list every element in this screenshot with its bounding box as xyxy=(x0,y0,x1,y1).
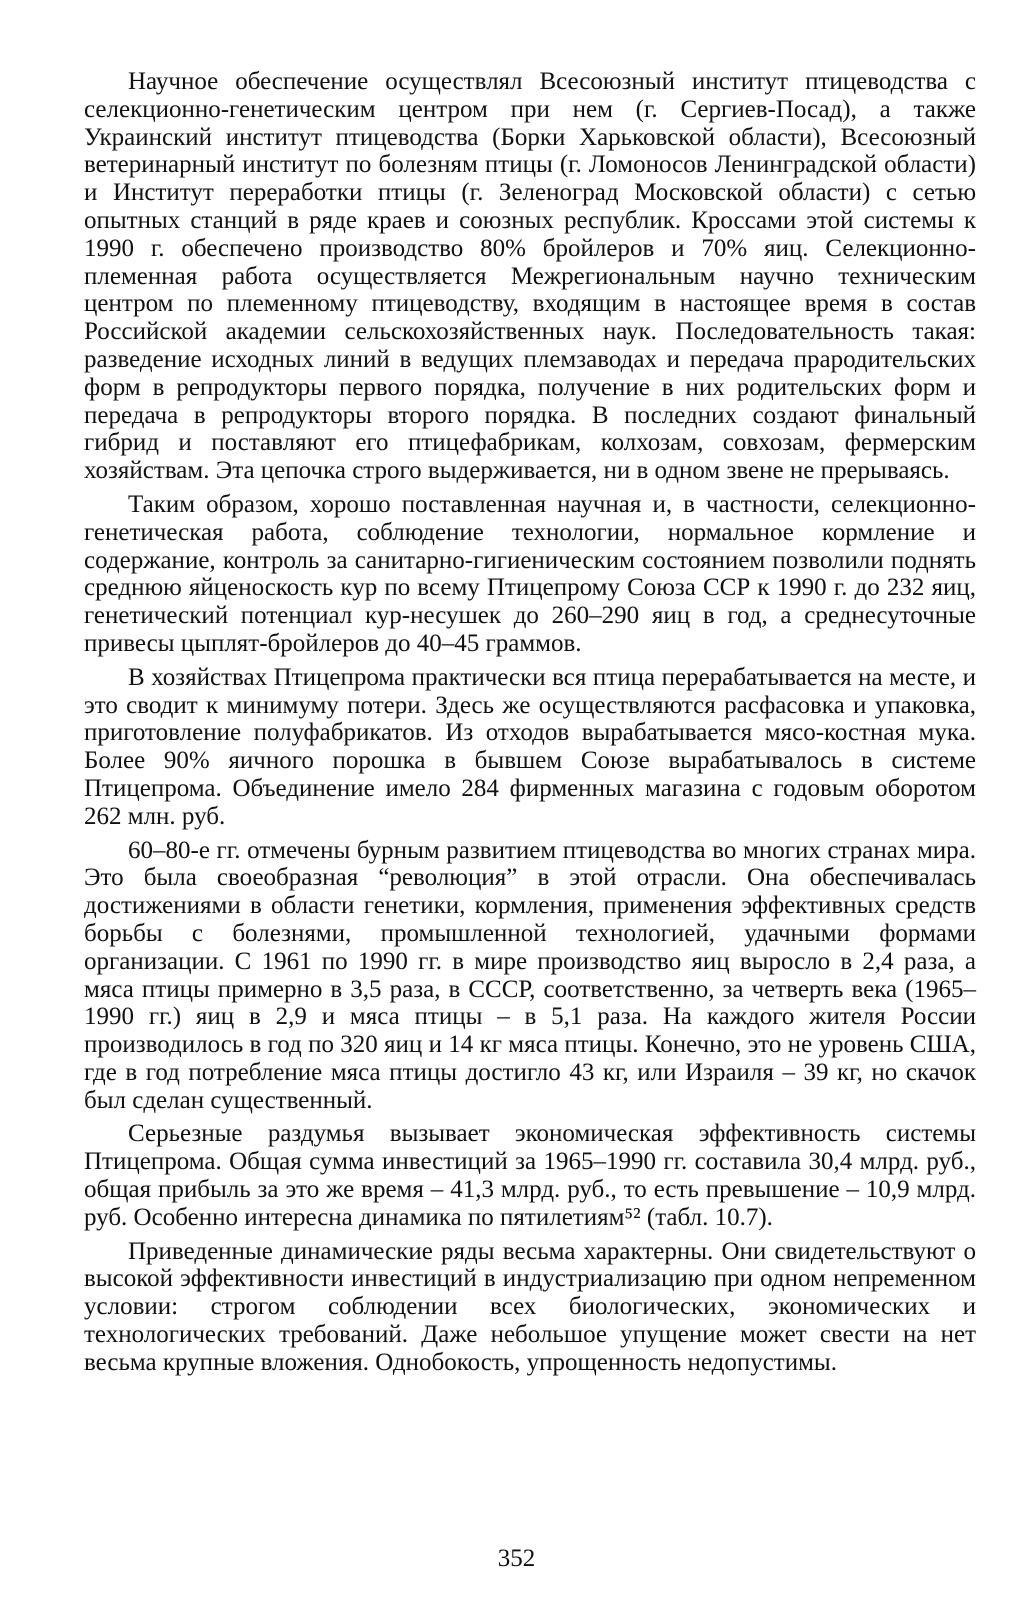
paragraph: Таким образом, хорошо поставленная научная и, в частности, селекционно-генетическая работа, соблюдение технологии, нормальное кормление и содержание, контроль за санитарно-гигиеническим состоянием позволили поднять среднюю яйценоскость кур по всему Птицепрому Союза ССР к 1990 г. до 232 яиц, генетический потенциал кур-несушек до 260–290 яиц в год, а среднесуточные привесы цыплят-бройлеров до 40–45 граммов. xyxy=(84,490,976,657)
paragraph: 60–80-е гг. отмечены бурным развитием птицеводства во многих странах мира. Это была своеобразная “революция” в этой отрасли. Она обеспечивалась достижениями в области генетики, кормления, применения эффективных средств борьбы с болезнями, промышленной технологией, удачными формами организации. С 1961 по 1990 гг. в мире производство яиц выросло в 2,4 раза, а мяса птицы примерно в 3,5 раза, в СССР, соответственно, за четверть века (1965–1990 гг.) яиц в 2,9 и мяса птицы – в 5,1 раза. На каждого жителя России производилось в год по 320 яиц и 14 кг мяса птицы. Конечно, это не уровень США, где в год потребление мяса птицы достигло 43 кг, или Израиля – 39 кг, но скачок был сделан существенный. xyxy=(84,836,976,1114)
page-number: 352 xyxy=(497,1545,536,1572)
paragraph: В хозяйствах Птицепрома практически вся птица перерабатывается на месте, и это сводит к минимуму потери. Здесь же осуществляются расфасовка и упаковка, приготовление полуфабрикатов. Из отходов вырабатывается мясо-костная мука. Более 90% яичного порошка в бывшем Союзе вырабатывалось в системе Птицепрома. Объединение имело 284 фирменных магазина с годовым оборотом 262 млн. руб. xyxy=(84,663,976,830)
paragraph: Серьезные раздумья вызывает экономическая эффективность системы Птицепрома. Общая сумма инвестиций за 1965–1990 гг. составила 30,4 млрд. руб., общая прибыль за это же время – 41,3 млрд. руб., то есть превышение – 10,9 млрд. руб. Особенно интересна динамика по пятилетиям⁵² (табл. 10.7). xyxy=(84,1120,976,1231)
page-body xyxy=(84,68,976,1383)
paragraph: Научное обеспечение осуществлял Всесоюзный институт птицеводства с селекционно-генетическим центром при нем (г. Сергиев-Посад), а также Украинский институт птицеводства (Борки Харьковской области), Всесоюзный ветеринарный институт по болезням птицы (г. Ломоносов Ленинградской области) и Институт переработки птицы (г. Зеленоград Московской области) с сетью опытных станций в ряде краев и союзных республик. Кроссами этой системы к 1990 г. обеспечено производство 80% бройлеров и 70% яиц. Селекционно-племенная работа осуществляется Межрегиональным научно техническим центром по племенному птицеводству, входящим в настоящее время в состав Российской академии сельскохозяйственных наук. Последовательность такая: разведение исходных линий в ведущих племзаводах и передача прародительских форм в репродукторы первого порядка, получение в них родительских форм и передача в репродукторы второго порядка. В последних создают финальный гибрид и поставляют его птицефабрикам, колхозам, совхозам, фермерским хозяйствам. Эта цепочка строго выдерживается, ни в одном звене не прерываясь. xyxy=(84,68,976,485)
paragraph: Приведенные динамические ряды весьма характерны. Они свидетельствуют о высокой эффективности инвестиций в индустриализацию при одном непременном условии: строгом соблюдении всех биологических, экономических и технологических требований. Даже небольшое упущение может свести на нет весьма крупные вложения. Однобокость, упрощенность недопустимы. xyxy=(84,1237,976,1376)
